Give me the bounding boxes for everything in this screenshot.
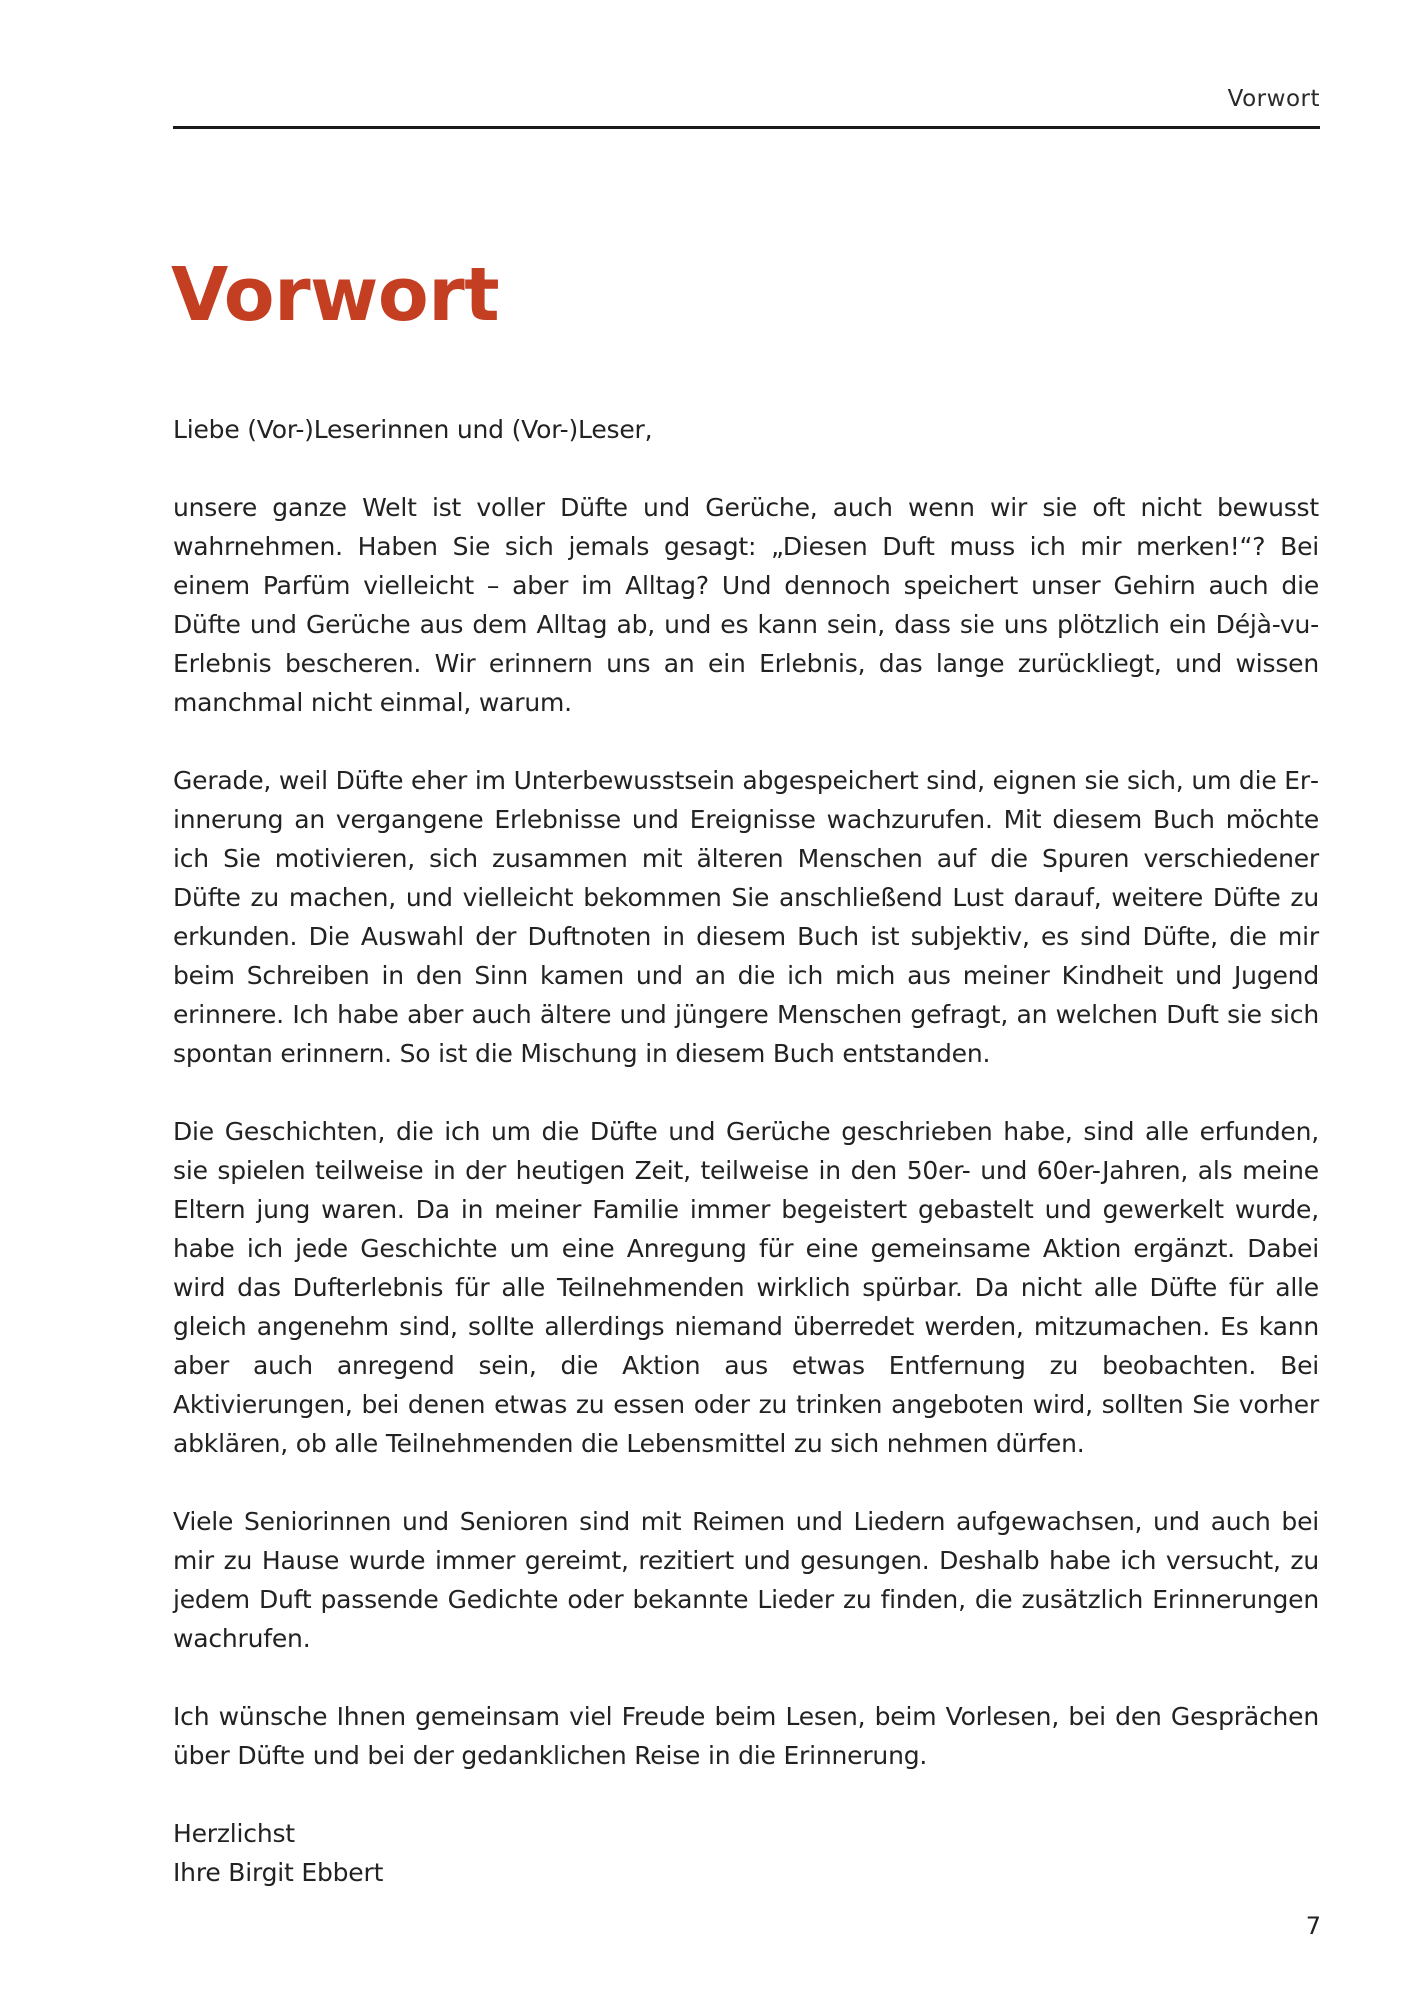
page-number: 7 <box>1305 1912 1321 1940</box>
running-header <box>173 86 1320 129</box>
paragraph: Gerade, weil Düfte eher im Unterbewusstsein abgespeichert sind, eignen sie sich, um die Erinnerung an vergangene Erlebnisse und Ereignisse wachzurufen. Mit diesem Buch möchte ich Sie motivieren, sich zusammen mit älteren Menschen auf die Spuren verschiedener Düfte zu machen, und vielleicht bekommen Sie anschließend Lust darauf, weitere Düfte zu erkunden. Die Auswahl der Duftnoten in diesem Buch ist subjektiv, es sind Düfte, die mir beim Schreiben in den Sinn kamen und an die ich mich aus meiner Kindheit und Jugend erinnere. Ich habe aber auch ältere und jüngere Menschen gefragt, an welchen Duft sie sich spontan erinnern. So ist die Mischung in diesem Buch entstanden. <box>173 766 1319 1068</box>
paragraph: unsere ganze Welt ist voller Düfte und Gerüche, auch wenn wir sie oft nicht bewusst wahrnehmen. Haben Sie sich jemals gesagt: „Diesen Duft muss ich mir merken!“? Bei einem Parfüm vielleicht – aber im Alltag? Und dennoch speichert unser Gehirn auch die Düfte und Gerüche aus dem Alltag ab, und es kann sein, dass sie uns plötzlich ein Déjà-vu-Erlebnis bescheren. Wir erinnern uns an ein Erlebnis, das lange zurückliegt, und wissen manchmal nicht einmal, warum. <box>173 493 1319 717</box>
running-header-title: Vorwort <box>1227 86 1320 112</box>
paragraph: Die Geschichten, die ich um die Düfte und Gerüche geschrieben habe, sind alle erfunden, sie spielen teilweise in der heutigen Zeit, teilweise in den 50er- und 60er-Jahren, als meine Eltern jung waren. Da in meiner Familie immer begeistert gebastelt und gewerkelt wurde, habe ich jede Geschichte um eine Anregung für eine gemeinsame Aktion ergänzt. Dabei wird das Dufterlebnis für alle Teilnehmenden wirklich spürbar. Da nicht alle Düfte für alle gleich angenehm sind, sollte allerdings niemand überredet werden, mitzumachen. Es kann aber auch anregend sein, die Aktion aus etwas Entfernung zu beobachten. Bei Aktivierungen, bei denen etwas zu essen oder zu trinken angeboten wird, sollten Sie vorher abklären, ob alle Teilnehmenden die Lebensmittel zu sich nehmen dürfen. <box>173 1117 1319 1458</box>
closing-block <box>173 1814 1319 1892</box>
chapter-title: Vorwort <box>171 252 500 338</box>
paragraph: Ich wünsche Ihnen gemeinsam viel Freude beim Lesen, beim Vorlesen, bei den Gesprächen über Düfte und bei der gedanklichen Reise in die Erinnerung. <box>173 1702 1319 1770</box>
author-signature: Ihre Birgit Ebbert <box>173 1858 384 1887</box>
body-text <box>173 410 1319 1892</box>
salutation: Liebe (Vor-)Leserinnen und (Vor-)Leser, <box>173 415 653 444</box>
closing-greeting: Herzlichst <box>173 1819 295 1848</box>
paragraph: Viele Seniorinnen und Senioren sind mit Reimen und Liedern aufgewachsen, und auch bei mir zu Hause wurde immer gereimt, rezitiert und gesungen. Deshalb habe ich versucht, zu jedem Duft passende Gedichte oder bekannte Lieder zu finden, die zusätzlich Erinnerungen wachrufen. <box>173 1507 1319 1653</box>
